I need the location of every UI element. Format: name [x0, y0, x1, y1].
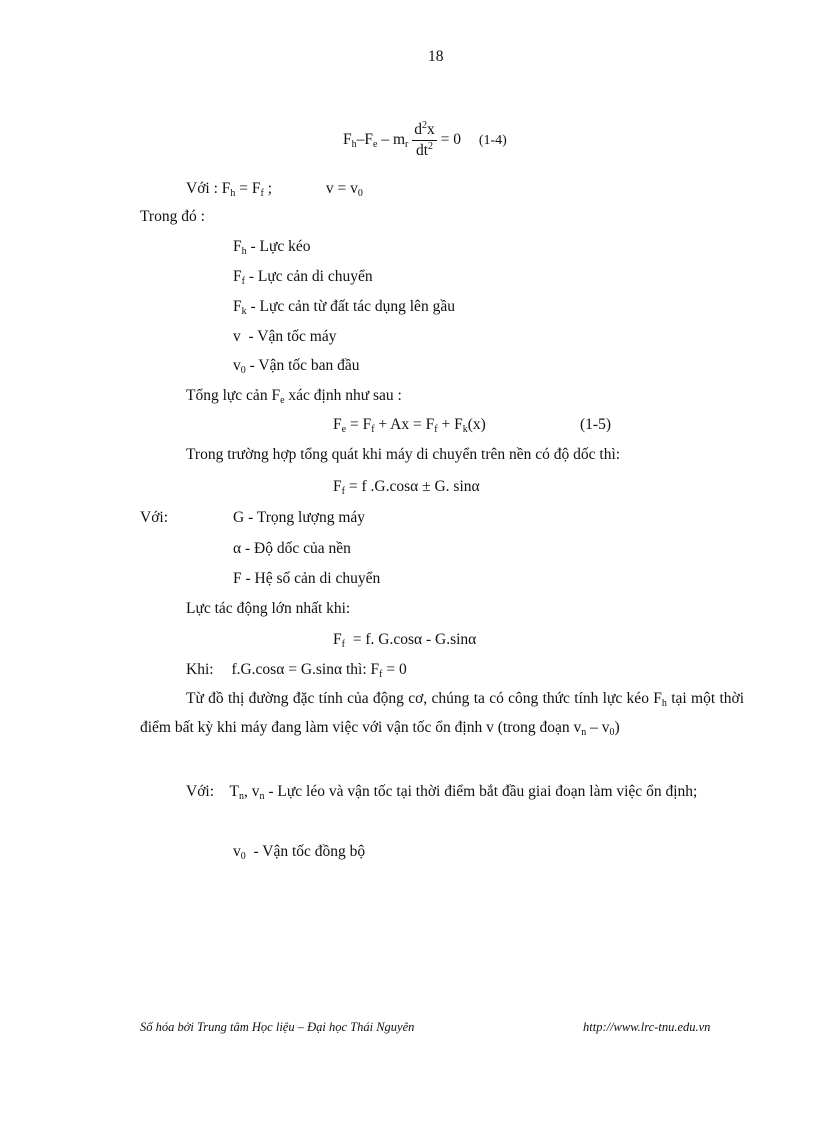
voi-line: Với : $F_h = F_f$ ; $v = v_0$: [186, 180, 363, 199]
def-g: G - Trọng lượng máy: [233, 509, 365, 526]
def-v0: $v_0$ - Vận tốc ban đầu: [233, 357, 360, 376]
paragraph-voi-tn: Với: $T_n$, $v_n$ - Lực léo và vận tốc tại thời điểm bắt đầu giai đoạn làm việc ổn định;: [186, 783, 698, 802]
trong-do-label: Trong đó :: [140, 208, 205, 225]
equation-1-4: $F_h-F_e - m_r$ $\frac{d^2x}{dt^2}$ = 0 (1-4): [343, 119, 507, 159]
page-number: 18: [428, 48, 444, 65]
footer-left: Số hóa bởi Trung tâm Học liệu – Đại học Thái Nguyên: [140, 1020, 415, 1034]
tong-luc-can: Tổng lực cản $F_e$ xác định như sau :: [186, 387, 402, 406]
def-fk: $F_k$ - Lực cản từ đất tác dụng lên gầu: [233, 298, 455, 317]
fraction: $\frac{d^2x}{dt^2}$: [414, 119, 435, 159]
equation-ff-2: $F_f = f$. G.cosα - G.sinα: [333, 631, 477, 650]
equation-label: (1-4): [478, 133, 507, 148]
equation-1-5: $F_e = F_f + Ax = F_f + F_k(x)$: [333, 416, 486, 435]
equation-label: (1-5): [580, 416, 611, 433]
footer-url[interactable]: http://www.lrc-tnu.edu.vn: [583, 1020, 711, 1034]
def-fh: $F_h$ - Lực kéo: [233, 238, 311, 257]
def-v: v - Vận tốc máy: [233, 328, 337, 345]
paragraph-luc-keo: Từ đồ thị đường đặc tính của động cơ, chúng ta có công thức tính lực kéo $F_h$ tại một thời điểm bất kỳ khi máy đang làm việc với vận tốc ổn định v (trong đoạn $v_n - v_0$): [140, 690, 744, 738]
luc-tac-dong-text: Lực tác động lớn nhất khi:: [186, 600, 351, 617]
def-f: F - Hệ số cản di chuyển: [233, 570, 381, 587]
def-ff: $F_f$ - Lực cản di chuyển: [233, 268, 373, 287]
khi-line: Khi: f.G.cosα = G.sinα thì: $F_f = 0$: [186, 661, 407, 680]
voi-label: Với:: [140, 509, 169, 526]
def-v0-dong-bo: $v_0$ - Vận tốc đồng bộ: [233, 843, 366, 862]
equation-ff-1: $F_f = f$ .G.cosα ± G. sinα: [333, 478, 480, 497]
truong-hop-text: Trong trường hợp tổng quát khi máy di chuyển trên nền có độ dốc thì:: [186, 446, 621, 463]
def-alpha: α - Độ dốc của nền: [233, 540, 351, 557]
